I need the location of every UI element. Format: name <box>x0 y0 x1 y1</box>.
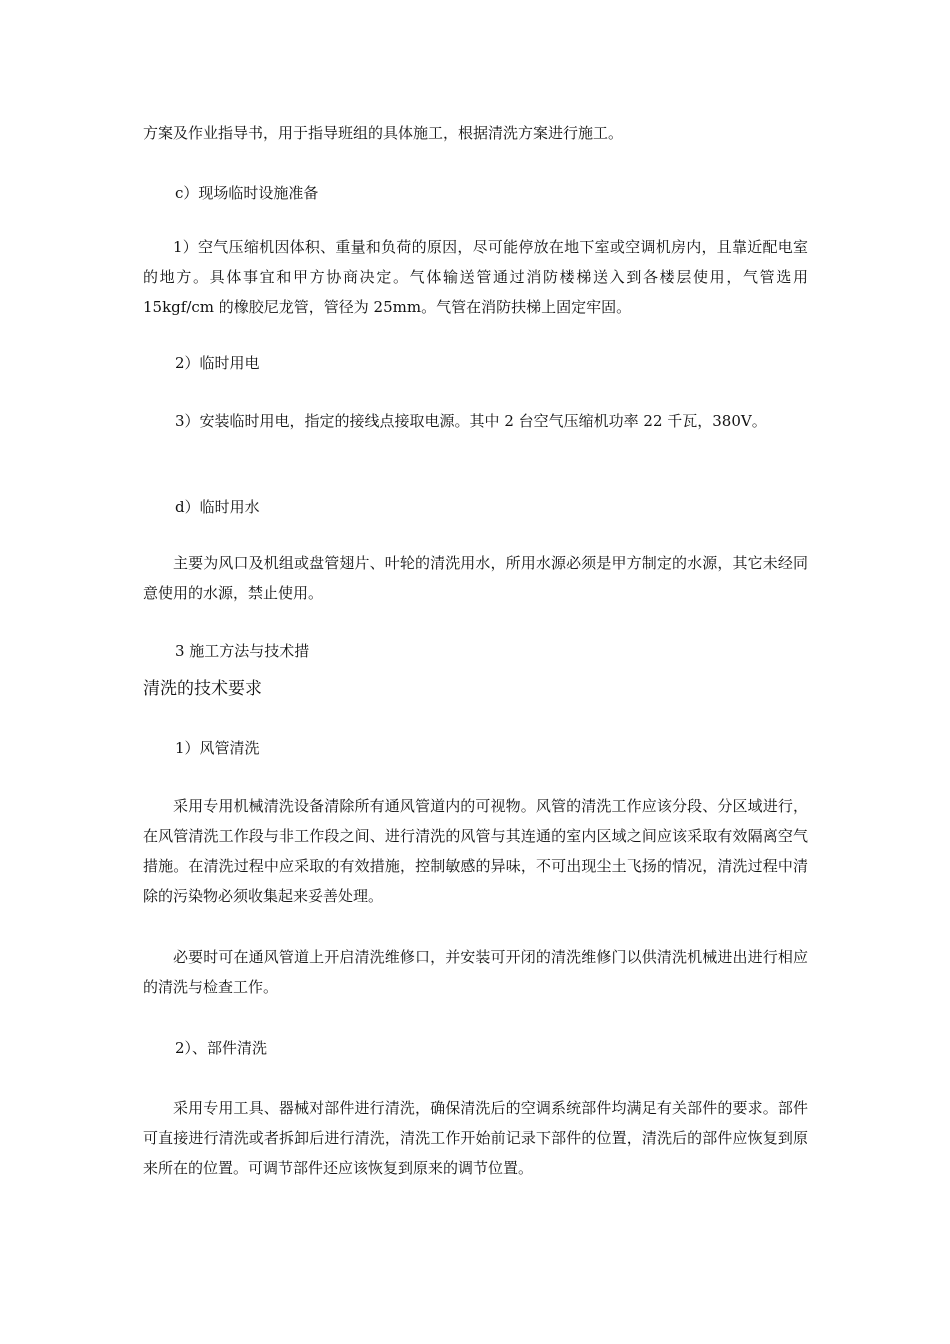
heading-cleaning-requirements: 清洗的技术要求 <box>143 679 262 699</box>
paragraph-parts-cleaning: 采用专用工具、器械对部件进行清洗，确保清洗后的空调系统部件均满足有关部件的要求。部件可直接进行清洗或者拆卸后进行清洗，清洗工作开始前记录下部件的位置，清洗后的部件应恢复到原来所在的位置。可调节部件还应该恢复到原来的调节位置。 <box>143 1099 808 1177</box>
paragraph-maintenance-port: 必要时可在通风管道上开启清洗维修口，并安装可开闭的清洗维修门以供清洗机械进出进行相应的清洗与检查工作。 <box>143 948 808 996</box>
heading-temporary-facilities: c）现场临时设施准备 <box>175 184 319 202</box>
paragraph-continuation: 方案及作业指导书，用于指导班组的具体施工，根据清洗方案进行施工。 <box>143 124 624 142</box>
paragraph-power-install: 3）安装临时用电，指定的接线点接取电源。其中 2 台空气压缩机功率 22 千瓦，380V。 <box>175 412 767 430</box>
paragraph-air-compressor: 1）空气压缩机因体积、重量和负荷的原因，尽可能停放在地下室或空调机房内，且靠近配电室的地方。具体事宜和甲方协商决定。气体输送管通过消防楼梯送入到各楼层使用，气管选用 15kgf/cm 的橡胶尼龙管，管径为 25mm。气管在消防扶梯上固定牢固。 <box>143 238 808 316</box>
heading-temporary-water: d）临时用水 <box>175 498 260 516</box>
heading-parts-cleaning: 2）、部件清洗 <box>175 1039 268 1057</box>
paragraph-water-use: 主要为风口及机组或盘管翅片、叶轮的清洗用水，所用水源必须是甲方制定的水源，其它未经同意使用的水源，禁止使用。 <box>143 554 808 602</box>
heading-construction-methods: 3 施工方法与技术措 <box>175 642 310 660</box>
paragraph-duct-cleaning: 采用专用机械清洗设备清除所有通风管道内的可视物。风管的清洗工作应该分段、分区域进行，在风管清洗工作段与非工作段之间、进行清洗的风管与其连通的室内区域之间应该采取有效隔离空气措施。在清洗过程中应采取的有效措施，控制敏感的异味，不可出现尘土飞扬的情况，清洗过程中清除的污染物必须收集起来妥善处理。 <box>143 797 808 905</box>
heading-temporary-power: 2）临时用电 <box>175 354 260 372</box>
heading-duct-cleaning: 1）风管清洗 <box>175 739 260 757</box>
